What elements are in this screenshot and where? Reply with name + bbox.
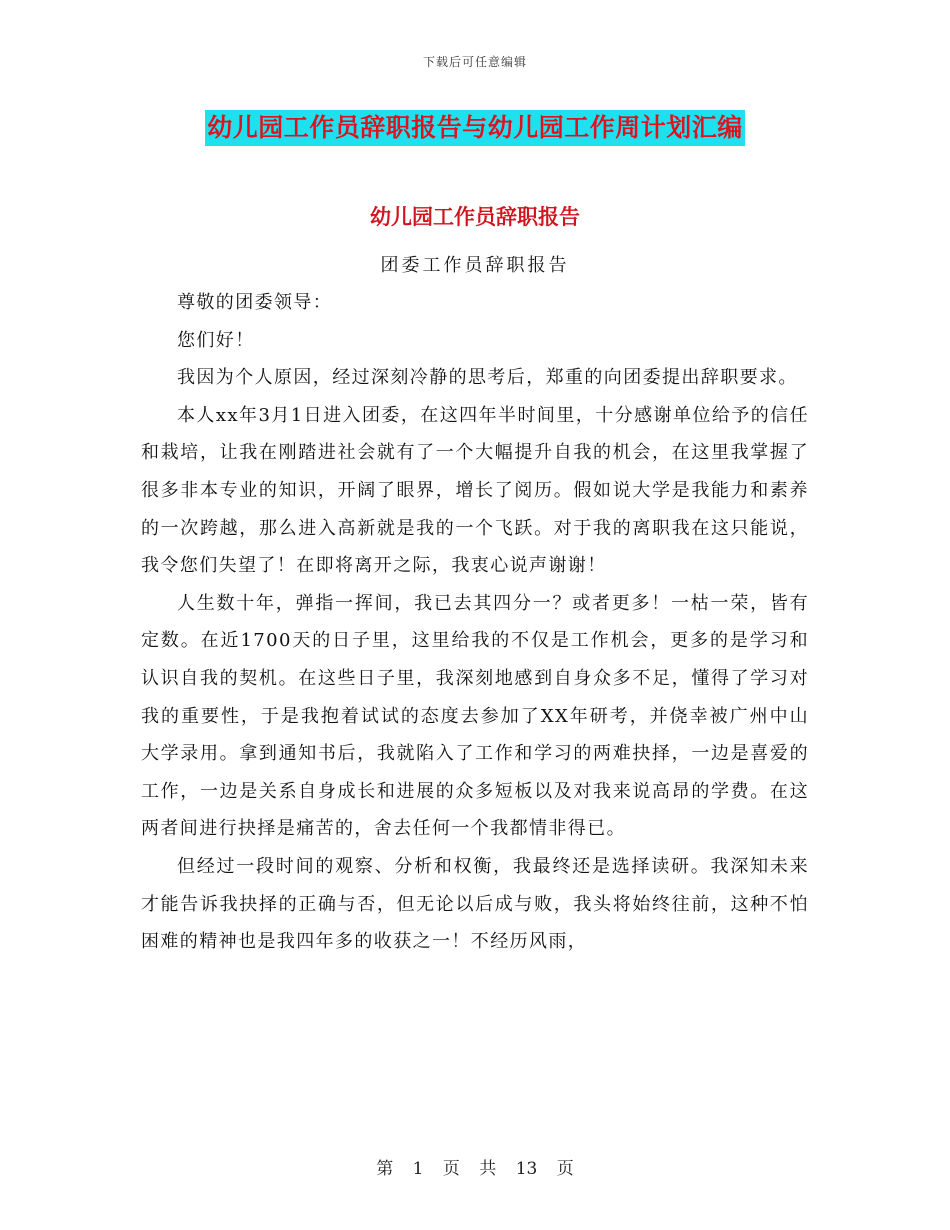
- salutation: 尊敬的团委领导：: [177, 292, 333, 313]
- section-title: 幼儿园工作员辞职报告: [370, 205, 580, 229]
- footer-page-number: 1: [412, 1159, 424, 1179]
- document-title-wrap: [0, 110, 950, 146]
- paragraph: 本人xx年3月1日进入团委，在这四年半时间里，十分感谢单位给予的信任和栽培，让我在刚踏进社会就有了一个大幅提升自我的机会，在这里我掌握了很多非本专业的知识，开阔了眼界，增长了阅历。假如说大学是我能力和素养的一次跨越，那么进入高新就是我的一个飞跃。对于我的离职我在这只能说，我令您们失望了！在即将离开之际，我衷心说声谢谢！: [141, 404, 809, 577]
- paragraph: 我因为个人原因，经过深刻冷静的思考后，郑重的向团委提出辞职要求。: [177, 367, 798, 389]
- greeting: 您们好！: [177, 329, 255, 351]
- footer-page-prefix: 第: [376, 1159, 394, 1179]
- header-note: 下载后可任意编辑: [422, 55, 527, 69]
- footer-total-prefix: 共: [479, 1159, 497, 1179]
- paragraph: 但经过一段时间的观察、分析和权衡，我最终还是选择读研。我深知未来才能告诉我抉择的正确与否，但无论以后成与败，我头将始终往前，这种不怕困难的精神也是我四年多的收获之一！不经历风雨，: [141, 855, 809, 953]
- page-footer: [0, 1154, 950, 1179]
- footer-page-mid: 页: [442, 1159, 460, 1179]
- body-text: [141, 284, 809, 961]
- sub-title: 团委工作员辞职报告: [380, 255, 570, 276]
- document-title: 幼儿园工作员辞职报告与幼儿园工作周计划汇编: [205, 110, 745, 146]
- footer-total-pages: 13: [515, 1159, 538, 1179]
- footer-total-suffix: 页: [556, 1159, 574, 1179]
- paragraph: 人生数十年，弹指一挥间，我已去其四分一？或者更多！一枯一荣，皆有定数。在近1700天的日子里，这里给我的不仅是工作机会，更多的是学习和认识自我的契机。在这些日子里，我深刻地感到自身众多不足，懂得了学习对我的重要性，于是我抱着试试的态度去参加了XX年研考，并侥幸被广州中山大学录用。拿到通知书后，我就陷入了工作和学习的两难抉择，一边是喜爱的工作，一边是关系自身成长和进展的众多短板以及对我来说高昂的学费。在这两者间进行抉择是痛苦的，舍去任何一个我都情非得已。: [141, 592, 809, 840]
